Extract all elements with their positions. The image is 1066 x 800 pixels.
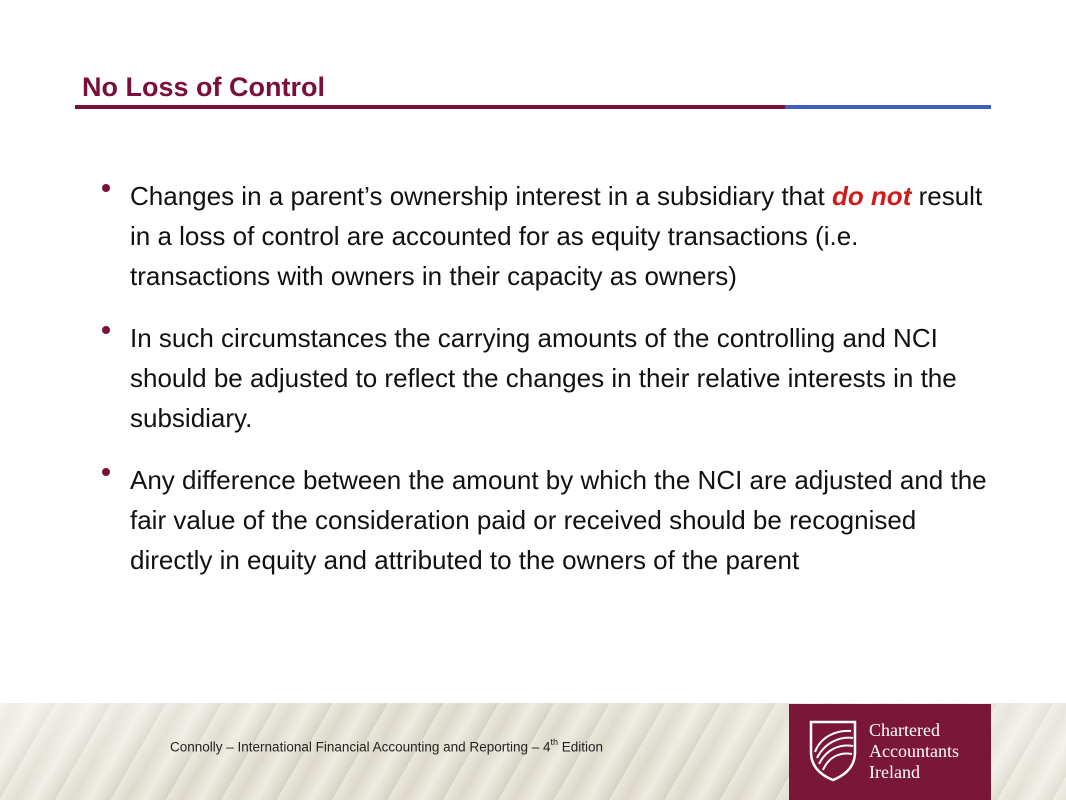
bullet-text-start: Changes in a parent’s ownership interest in a subsidiary that [130, 181, 832, 211]
bullet-text-end: result in a loss of control are accounted for as equity transactions (i.e. transactions with owners in their capacity as owners) [130, 181, 983, 291]
bullet-emphasis: do not [831, 181, 912, 211]
bullet-list [100, 176, 1000, 602]
bullet-item [100, 460, 1000, 580]
slide-title: No Loss of Control [82, 72, 325, 102]
bullet-item [100, 176, 1000, 296]
logo [789, 704, 991, 800]
bullet-dot-icon [102, 184, 110, 192]
bullet-dot-icon [102, 326, 110, 334]
bullet-text: Any difference between the amount by which the NCI are adjusted and the fair value of the consideration paid or received should be recognised directly in equity and attributed to the owners of the parent [130, 465, 987, 575]
footer-citation [170, 738, 603, 755]
footer-citation-superscript: th [550, 737, 559, 747]
bullet-dot-icon [102, 468, 110, 476]
bullet-item [100, 318, 1000, 438]
title-underline-blue [785, 105, 991, 109]
title-underline-maroon [75, 105, 787, 109]
chartered-accountants-shield-icon [807, 718, 859, 782]
logo-line-3: Ireland [869, 762, 920, 782]
footer-citation-end: Edition [558, 739, 604, 755]
footer-citation-main: Connolly – International Financial Accounting and Reporting – 4 [170, 739, 551, 755]
bullet-text: In such circumstances the carrying amounts of the controlling and NCI should be adjusted to reflect the changes in their relative interests in the subsidiary. [130, 323, 957, 433]
logo-line-2: Accountants [869, 741, 959, 761]
logo-wordmark [869, 720, 959, 783]
logo-line-1: Chartered [869, 720, 940, 740]
